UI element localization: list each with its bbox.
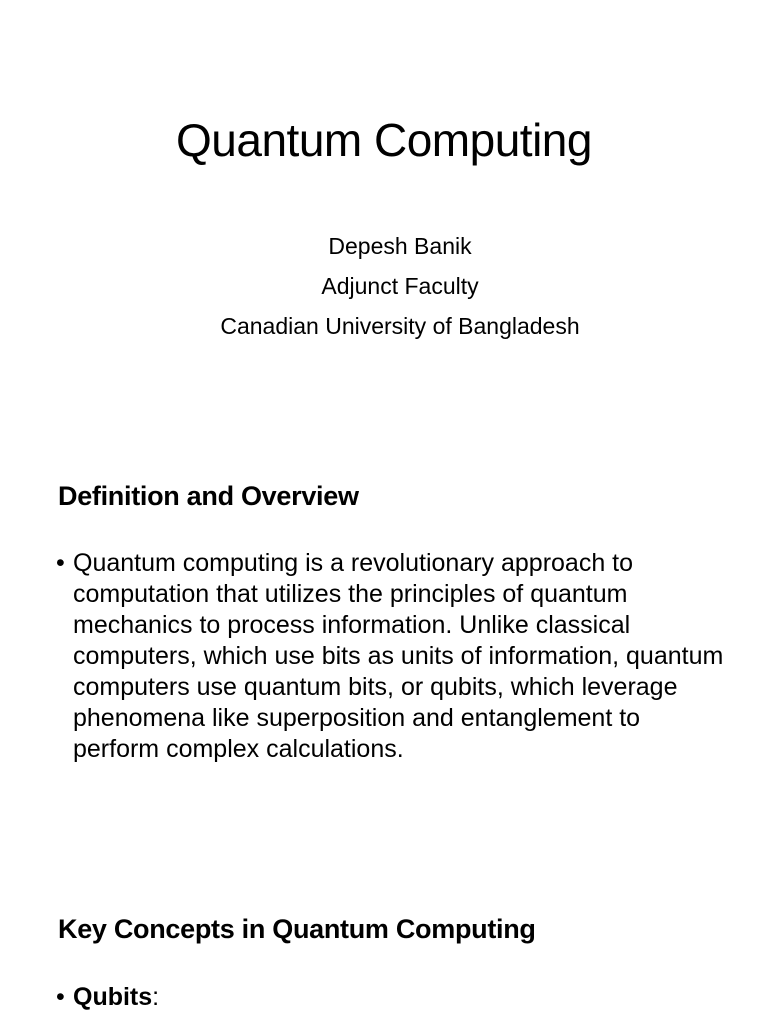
qubits-item [73, 982, 726, 1013]
key-concepts-bullet [56, 982, 726, 1013]
section-heading-definition: Definition and Overview [58, 481, 359, 511]
definition-bullet [56, 548, 726, 765]
author-name: Depesh Banik [328, 233, 472, 259]
author-info [0, 226, 768, 346]
author-institution: Canadian University of Bangladesh [220, 313, 580, 339]
definition-text: Quantum computing is a revolutionary approach to computation that utilizes the principles of quantum mechanics to process information. Unlike classical computers, which use bits as units of information, quantum computers use quantum bits, or qubits, which leverage phenomena like superposition and entanglement to perform complex calculations. [73, 549, 724, 763]
qubits-term: Qubits [73, 983, 153, 1011]
author-position: Adjunct Faculty [321, 273, 479, 299]
list-item [56, 548, 726, 765]
bullet-icon: • [56, 983, 65, 1011]
page-title: Quantum Computing [176, 114, 592, 166]
qubits-colon: : [152, 983, 160, 1011]
section-heading-key-concepts: Key Concepts in Quantum Computing [58, 914, 536, 944]
bullet-icon: • [56, 549, 65, 577]
list-item [56, 982, 726, 1013]
